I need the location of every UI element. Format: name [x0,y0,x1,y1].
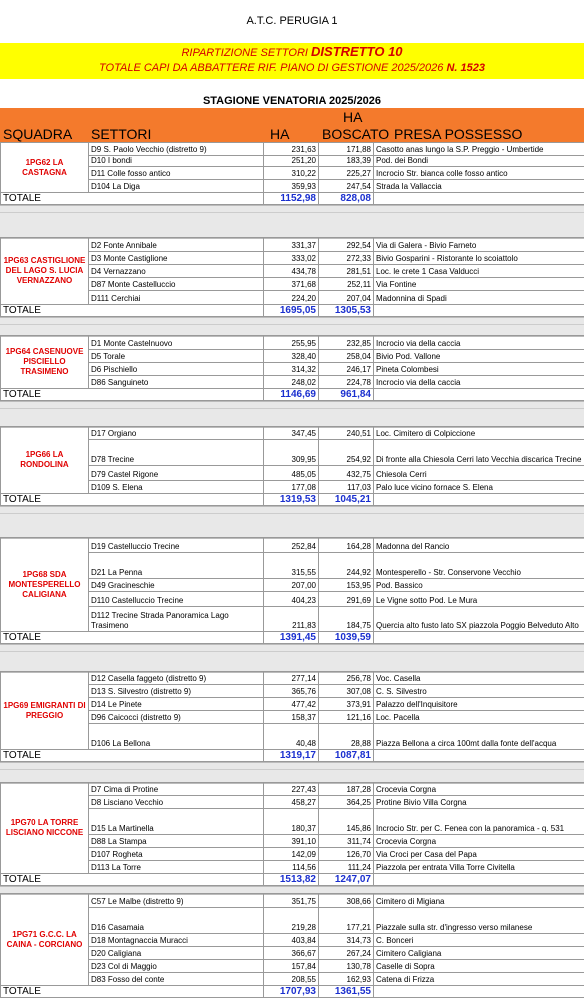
settore-name: D78 Trecine [89,440,264,466]
totale-label: TOTALE [1,305,264,317]
presa-possesso: Piazzola per entrata Villa Torre Civitella [374,861,584,874]
ha-value: 157,84 [264,960,319,973]
squadra-table [0,671,584,762]
settore-name: D16 Casamaia [89,908,264,934]
settore-name: D5 Torale [89,350,264,363]
squadra-table [0,426,584,506]
squadra-name: 1PG62 LA CASTAGNA [1,143,89,193]
banner-line-2-bold: N. 1523 [446,62,485,74]
ha-boscato-value: 126,70 [319,848,374,861]
settore-row [1,607,584,632]
settore-row [1,350,584,363]
ha-value: 231,63 [264,143,319,156]
group-separator [0,205,584,239]
presa-possesso: Madonnina di Spadi [374,291,584,305]
ha-boscato-value: 256,78 [319,672,374,685]
presa-possesso: Montesperello - Str. Conservone Vecchio [374,553,584,579]
settore-name: D79 Castel Rigone [89,466,264,481]
settore-row [1,908,584,934]
settore-row [1,894,584,908]
ha-value: 359,93 [264,180,319,193]
squadra-name: 1PG64 CASENUOVE PISCIELLO TRASIMENO [1,336,89,389]
settore-row [1,156,584,167]
settore-row [1,427,584,440]
settore-name: D88 La Stampa [89,835,264,848]
ha-value: 347,45 [264,427,319,440]
totale-ha-boscato: 1305,53 [319,305,374,317]
settore-name: D7 Cima di Protine [89,783,264,796]
settore-name: D17 Orgiano [89,427,264,440]
presa-possesso: Piazza Bellona a circa 100mt dalla fonte dell'acqua [374,724,584,750]
settore-row [1,672,584,685]
settore-row [1,167,584,180]
presa-possesso: Voc. Casella [374,672,584,685]
settore-row [1,698,584,711]
settore-row [1,238,584,252]
totale-row [1,632,584,644]
squadra-name: 1PG71 G.C.C. LA CAINA - CORCIANO [1,894,89,986]
ha-boscato-value: 267,24 [319,947,374,960]
settore-row [1,466,584,481]
presa-possesso: Incrocio Str. per C. Fenea con la panoramica - q. 531 [374,809,584,835]
header-ha-boscato-bottom: BOSCATO [322,126,390,142]
totale-empty [374,986,584,998]
presa-possesso: Crocevia Corgna [374,783,584,796]
settore-name: D3 Monte Castiglione [89,252,264,265]
settore-name: C57 Le Malbe (distretto 9) [89,894,264,908]
settore-row [1,947,584,960]
totale-ha-boscato: 1247,07 [319,874,374,886]
presa-possesso: Via Croci per Casa del Papa [374,848,584,861]
settore-row [1,796,584,809]
banner-line-2-prefix: TOTALE CAPI DA ABBATTERE RIF. PIANO DI GESTIONE 2025/2026 [99,62,444,74]
settore-name: D4 Vernazzano [89,265,264,278]
presa-possesso: Pineta Colombesi [374,363,584,376]
totale-row [1,986,584,998]
settore-row [1,143,584,156]
totale-ha-boscato: 1045,21 [319,494,374,506]
totale-label: TOTALE [1,494,264,506]
banner-line-2 [0,62,584,74]
totale-row [1,193,584,205]
separator-line [0,769,584,772]
totale-label: TOTALE [1,632,264,644]
ha-value: 251,20 [264,156,319,167]
settore-name: D14 Le Pinete [89,698,264,711]
squadra-table [0,237,584,317]
document-title: A.T.C. PERUGIA 1 [246,15,338,27]
totale-empty [374,389,584,401]
totale-row [1,389,584,401]
settore-name: D19 Castelluccio Trecine [89,538,264,553]
settore-name: D20 Caligiana [89,947,264,960]
totale-ha: 1391,45 [264,632,319,644]
presa-possesso: Quercia alto fusto lato SX piazzola Poggio Belveduto Alto [374,607,584,632]
totale-row [1,874,584,886]
banner-line-1 [0,44,584,59]
settore-name: D11 Colle fosso antico [89,167,264,180]
ha-boscato-value: 252,11 [319,278,374,291]
totale-ha: 1146,69 [264,389,319,401]
presa-possesso: Protine Bivio Villa Corgna [374,796,584,809]
group-separator [0,317,584,337]
totale-ha: 1695,05 [264,305,319,317]
ha-boscato-value: 432,75 [319,466,374,481]
header-ha-boscato-top: HA [343,109,363,125]
settore-name: D2 Fonte Annibale [89,238,264,252]
ha-boscato-value: 254,92 [319,440,374,466]
settore-name: D83 Fosso del conte [89,973,264,986]
ha-boscato-value: 145,86 [319,809,374,835]
totale-label: TOTALE [1,389,264,401]
presa-possesso: Loc. le crete 1 Casa Valducci [374,265,584,278]
settore-row [1,252,584,265]
group-separator [0,644,584,673]
banner-line-1-bold: DISTRETTO 10 [311,44,403,59]
settore-row [1,592,584,607]
totale-ha: 1319,17 [264,750,319,762]
table-header [0,108,584,142]
ha-boscato-value: 314,73 [319,934,374,947]
presa-possesso: Casotto anas lungo la S.P. Preggio - Umbertide [374,143,584,156]
ha-boscato-value: 121,16 [319,711,374,724]
totale-row [1,494,584,506]
settore-row [1,579,584,592]
group-separator [0,506,584,539]
ha-boscato-value: 246,17 [319,363,374,376]
settore-row [1,553,584,579]
settore-row [1,336,584,350]
totale-label: TOTALE [1,874,264,886]
settore-row [1,835,584,848]
totale-row [1,750,584,762]
totale-empty [374,193,584,205]
settore-row [1,481,584,494]
presa-possesso: C. Bonceri [374,934,584,947]
presa-possesso: Strada la Vallaccia [374,180,584,193]
ha-boscato-value: 311,74 [319,835,374,848]
ha-value: 211,83 [264,607,319,632]
settore-row [1,934,584,947]
settore-name: D13 S. Silvestro (distretto 9) [89,685,264,698]
presa-possesso: Loc. Pacella [374,711,584,724]
settore-row [1,809,584,835]
presa-possesso: Madonna del Rancio [374,538,584,553]
totale-ha: 1152,98 [264,193,319,205]
totale-label: TOTALE [1,986,264,998]
season-title: STAGIONE VENATORIA 2025/2026 [202,95,382,107]
ha-value: 314,32 [264,363,319,376]
squadra-name: 1PG70 LA TORRE LISCIANO NICCONE [1,783,89,874]
presa-possesso: Incrocio via della caccia [374,376,584,389]
ha-value: 40,48 [264,724,319,750]
ha-boscato-value: 225,27 [319,167,374,180]
squadra-name: 1PG69 EMIGRANTI DI PREGGIO [1,672,89,750]
ha-value: 114,56 [264,861,319,874]
totale-ha-boscato: 1361,55 [319,986,374,998]
header-ha: HA [270,126,290,142]
ha-boscato-value: 224,78 [319,376,374,389]
settore-name: D111 Cerchiai [89,291,264,305]
totale-label: TOTALE [1,750,264,762]
squadra-table [0,893,584,998]
settore-name: D1 Monte Castelnuovo [89,336,264,350]
squadra-table [0,782,584,886]
presa-possesso: Caselle di Sopra [374,960,584,973]
presa-possesso: Crocevia Corgna [374,835,584,848]
ha-value: 252,84 [264,538,319,553]
presa-possesso: Bivio Pod. Vallone [374,350,584,363]
ha-value: 315,55 [264,553,319,579]
presa-possesso: Pod. Bassico [374,579,584,592]
ha-boscato-value: 164,28 [319,538,374,553]
ha-value: 391,10 [264,835,319,848]
presa-possesso: Piazzale sulla str. d'ingresso verso milanese [374,908,584,934]
totale-ha-boscato: 1087,81 [319,750,374,762]
ha-boscato-value: 184,75 [319,607,374,632]
separator-line [0,513,584,516]
presa-possesso: Incrocio Str. bianca colle fosso antico [374,167,584,180]
settore-name: D12 Casella faggeto (distretto 9) [89,672,264,685]
totale-ha: 1513,82 [264,874,319,886]
ha-value: 310,22 [264,167,319,180]
squadra-table [0,537,584,644]
ha-boscato-value: 240,51 [319,427,374,440]
settore-row [1,363,584,376]
settore-row [1,848,584,861]
ha-value: 227,43 [264,783,319,796]
presa-possesso: Chiesola Cerri [374,466,584,481]
ha-value: 142,09 [264,848,319,861]
totale-ha-boscato: 961,84 [319,389,374,401]
presa-possesso: Pod. dei Bondi [374,156,584,167]
group-separator [0,401,584,428]
ha-boscato-value: 291,69 [319,592,374,607]
banner-line-1-prefix: RIPARTIZIONE SETTORI [181,47,308,59]
ha-value: 371,68 [264,278,319,291]
presa-possesso: Cimitero di Migiana [374,894,584,908]
ha-value: 248,02 [264,376,319,389]
ha-boscato-value: 117,03 [319,481,374,494]
presa-possesso: Cimitero Caligiana [374,947,584,960]
settore-name: D6 Pischiello [89,363,264,376]
ha-value: 434,78 [264,265,319,278]
presa-possesso: Di fronte alla Chiesola Cerri lato Vecchia discarica Trecine [374,440,584,466]
separator-line [0,408,584,411]
ha-boscato-value: 28,88 [319,724,374,750]
ha-boscato-value: 272,33 [319,252,374,265]
squadra-name: 1PG63 CASTIGLIONE DEL LAGO S. LUCIA VERNAZZANO [1,238,89,305]
settore-name: D107 Rogheta [89,848,264,861]
ha-value: 485,05 [264,466,319,481]
ha-value: 366,67 [264,947,319,960]
squadra-name: 1PG68 SDA MONTESPERELLO CALIGIANA [1,538,89,632]
settore-name: D86 Sanguineto [89,376,264,389]
presa-possesso: Catena di Frizza [374,973,584,986]
settore-name: D10 I bondi [89,156,264,167]
settore-row [1,180,584,193]
totale-row [1,305,584,317]
ha-boscato-value: 130,78 [319,960,374,973]
ha-value: 219,28 [264,908,319,934]
presa-possesso: Palazzo dell'Inquisitore [374,698,584,711]
ha-boscato-value: 292,54 [319,238,374,252]
settore-row [1,783,584,796]
settore-name: D18 Montagnaccia Muracci [89,934,264,947]
totale-empty [374,632,584,644]
separator-line [0,212,584,215]
presa-possesso: Palo luce vicino fornace S. Elena [374,481,584,494]
ha-boscato-value: 153,95 [319,579,374,592]
ha-value: 158,37 [264,711,319,724]
ha-boscato-value: 162,93 [319,973,374,986]
ha-value: 177,08 [264,481,319,494]
settore-name: D15 La Martinella [89,809,264,835]
settore-name: D49 Gracineschie [89,579,264,592]
ha-boscato-value: 177,21 [319,908,374,934]
totale-ha: 1707,93 [264,986,319,998]
ha-value: 277,14 [264,672,319,685]
settore-name: D109 S. Elena [89,481,264,494]
ha-boscato-value: 187,28 [319,783,374,796]
header-presa-possesso: PRESA POSSESSO [394,126,523,142]
ha-boscato-value: 373,91 [319,698,374,711]
totale-empty [374,494,584,506]
settore-name: D106 La Bellona [89,724,264,750]
ha-value: 404,23 [264,592,319,607]
ha-boscato-value: 244,92 [319,553,374,579]
squadra-table [0,142,584,205]
settore-name: D104 La Diga [89,180,264,193]
settore-row [1,711,584,724]
presa-possesso: Loc. Cimitero di Colpiccione [374,427,584,440]
settore-row [1,291,584,305]
ha-value: 331,37 [264,238,319,252]
settore-name: D21 La Penna [89,553,264,579]
ha-boscato-value: 171,88 [319,143,374,156]
ha-value: 255,95 [264,336,319,350]
totale-ha-boscato: 1039,59 [319,632,374,644]
ha-value: 477,42 [264,698,319,711]
presa-possesso: Incrocio via della caccia [374,336,584,350]
settore-row [1,538,584,553]
ha-boscato-value: 207,04 [319,291,374,305]
ha-boscato-value: 111,24 [319,861,374,874]
settore-row [1,265,584,278]
ha-boscato-value: 232,85 [319,336,374,350]
ha-value: 207,00 [264,579,319,592]
presa-possesso: Le Vigne sotto Pod. Le Mura [374,592,584,607]
settore-name: D113 La Torre [89,861,264,874]
ha-boscato-value: 183,39 [319,156,374,167]
ha-value: 403,84 [264,934,319,947]
settore-name: D9 S. Paolo Vecchio (distretto 9) [89,143,264,156]
settore-row [1,960,584,973]
ha-value: 351,75 [264,894,319,908]
ha-value: 208,55 [264,973,319,986]
totale-empty [374,305,584,317]
settore-row [1,440,584,466]
ha-value: 458,27 [264,796,319,809]
ha-boscato-value: 247,54 [319,180,374,193]
presa-possesso: Via Fontine [374,278,584,291]
separator-line [0,324,584,327]
presa-possesso: Via di Galera - Bivio Farneto [374,238,584,252]
settore-row [1,973,584,986]
ha-value: 333,02 [264,252,319,265]
settore-row [1,376,584,389]
ha-boscato-value: 364,25 [319,796,374,809]
totale-empty [374,750,584,762]
totale-empty [374,874,584,886]
header-settori: SETTORI [91,126,152,142]
settore-name: D8 Lisciano Vecchio [89,796,264,809]
settore-name: D96 Caicocci (distretto 9) [89,711,264,724]
totale-label: TOTALE [1,193,264,205]
ha-value: 180,37 [264,809,319,835]
ha-boscato-value: 307,08 [319,685,374,698]
ha-value: 365,76 [264,685,319,698]
group-separator [0,762,584,784]
settore-name: D112 Trecine Strada Panoramica Lago Trasimeno [89,607,264,632]
squadra-table [0,335,584,401]
ha-boscato-value: 308,66 [319,894,374,908]
ha-value: 309,95 [264,440,319,466]
totale-ha: 1319,53 [264,494,319,506]
ha-value: 328,40 [264,350,319,363]
separator-line [0,651,584,654]
settore-row [1,724,584,750]
settore-name: D110 Castelluccio Trecine [89,592,264,607]
ha-value: 224,20 [264,291,319,305]
settore-row [1,685,584,698]
settore-row [1,861,584,874]
header-squadra: SQUADRA [3,126,73,142]
settore-name: D23 Col di Maggio [89,960,264,973]
totale-ha-boscato: 828,08 [319,193,374,205]
settore-name: D87 Monte Castelluccio [89,278,264,291]
ha-boscato-value: 258,04 [319,350,374,363]
squadra-name: 1PG66 LA RONDOLINA [1,427,89,494]
presa-possesso: C. S. Silvestro [374,685,584,698]
presa-possesso: Bivio Gosparini - Ristorante lo scoiattolo [374,252,584,265]
distretto-banner [0,43,584,79]
settore-row [1,278,584,291]
ha-boscato-value: 281,51 [319,265,374,278]
